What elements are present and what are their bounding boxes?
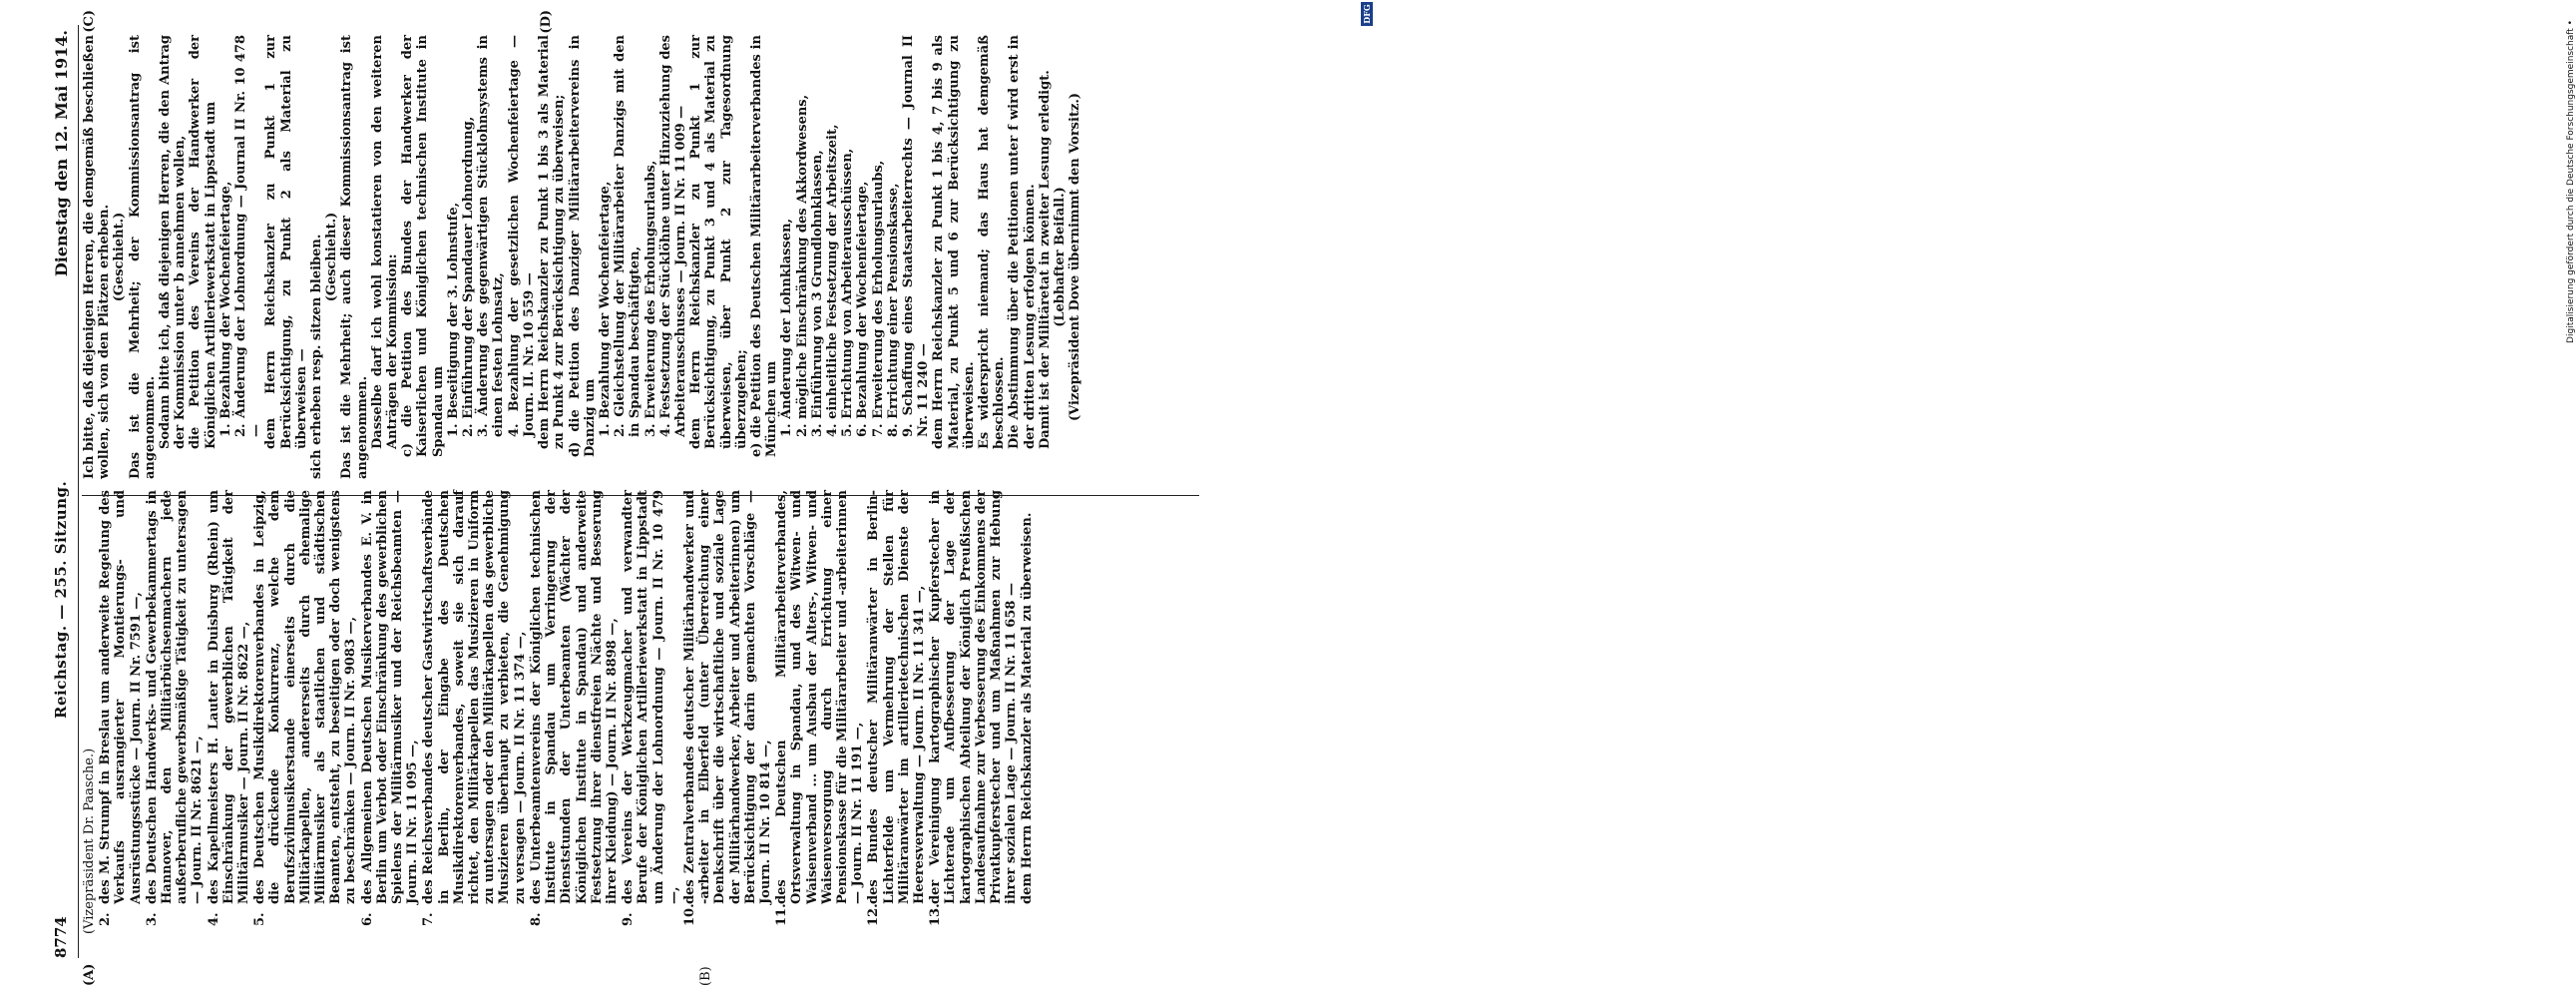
paragraph: Ich bitte, daß diejenigen Herren, die demgemäß beschließen wollen, sich von den Plätzen erheben. <box>82 35 113 479</box>
item-text: des Kapellmeisters H. Lauter in Duisburg (Rhein) um Einschränkung der gewerblichen Tätigkeit der Militärmusiker — Journ. II Nr. 8622 —, <box>206 490 252 904</box>
item-text: des Reichsverbandes deutscher Gastwirtschaftsverbände in Berlin, der Eingabe des Deutschen Musikdirektorenverbandes, soweit sie sich darauf richtet, den Militärkapellen das Musizieren in Uniform zu untersagen oder den Militärkapellen das gewerbliche Musizieren überhaupt zu verbieten, die Genehmigung zu versagen — Journ. II Nr. 11 374 —, <box>421 490 528 904</box>
left-column <box>82 490 1037 934</box>
dfg-logo: DFG <box>1361 2 1373 26</box>
right-column <box>82 35 1082 479</box>
item-text: des Deutschen Musikdirektorenverbandes in Leipzig, die drückende Konkurrenz, welche dem Berufszivilmusikerstande einerseits durch die Militärkapellen, andererseits durch ehemalige Militärmusiker als staatlichen und städtischen Beamten, entsteht, zu beseitigen oder doch wenigstens zu beschränken — Journ. II Nr. 9083 —, <box>252 490 359 904</box>
petition-e-head: e) die Petition des Deutschen Militärarbeiterverbandes in München um <box>748 35 780 457</box>
decision: dem Herrn Reichskanzler zu Punkt 1 zur Berücksichtigung, zu Punkt 3 und 4 als Material zu überweisen, über Punkt 2 zur Tagesordnung überzugehen; <box>688 35 749 449</box>
list-item: 1. Beseitigung der 3. Lohnstufe, <box>445 202 461 437</box>
margin-mark-c: (C) <box>82 10 97 33</box>
list-item: 6. Bezahlung der Wochenfeiertage, <box>855 181 871 437</box>
list-item: 2. mögliche Einschränkung des Akkordwesens, <box>794 94 810 437</box>
list-item: 2. Gleichstellung der Militärarbeiter Danzigs mit den in Spandau beschäftigten, <box>613 35 644 437</box>
list-item: 1. Bezahlung der Wochenfeiertage, <box>597 181 613 437</box>
paragraph: Das ist die Mehrheit; auch dieser Kommissionsantrag ist angenommen. <box>339 35 370 479</box>
petition-item <box>145 490 206 934</box>
item-number: 7. <box>421 912 437 926</box>
list-item: 3. Änderung des gegenwärtigen Stücklohnsystems in einen festen Lohnsatz, <box>476 35 507 437</box>
item-number: 8. <box>528 912 544 926</box>
list-item: 5. Errichtung von Arbeiterausschüssen, <box>840 148 856 437</box>
item-text: des Deutschen Handwerks- und Gewerbekammertags in Hannover, den Militärbüchsenmachern jede außerberufliche gewerbsmäßige Tätigkeit zu untersagen — Journ. II Nr. 8621 —, <box>144 490 206 904</box>
petition-item <box>866 490 927 934</box>
item-number: 4. <box>206 912 221 926</box>
paragraph: Damit ist der Militäretat in zweiter Lesung erledigt. <box>1037 70 1053 449</box>
margin-mark-a: (A) <box>82 963 97 986</box>
item-number: 2. <box>98 912 114 926</box>
petition-item <box>421 490 527 934</box>
item-text: des Unterbeamtenvereins der Königlichen technischen Institute in Spandau um Verringerung der Dienststunden der Unterbeamten (Wächter der Königlichen Institute in Spandau) und anderweite Festsetzung ihrer dienstfreien Nächte und Besserung ihrer Kleidung) — Journ. II Nr. 8898 —, <box>528 490 620 904</box>
petition-item <box>529 490 620 934</box>
paragraph: sich erheben resp. sitzen bleiben. <box>309 234 325 479</box>
item-text: der Vereinigung kartographischer Kupferstecher in Lichterade um Aufbesserung der Lage der kartographischen Abteilung der Königlich Preußischen Landesaufnahme zur Verbesserung des Einkommens der Privatkupferstecher und um Maßnahmen zur Hebung ihrer sozialen Lage — Journ. II Nr. 11 658 — <box>928 490 1020 904</box>
header-rule <box>78 25 79 958</box>
petition-item <box>98 490 144 934</box>
paragraph: Dasselbe darf ich wohl konstatieren von den weiteren Anträgen der Kommission: <box>369 35 401 449</box>
paragraph: (Geschieht.) <box>112 212 128 302</box>
list-item: 2. Einführung der Spandauer Lohnordnung, <box>461 116 477 437</box>
item-number: 10. <box>681 903 697 926</box>
item-text: des Bundes deutscher Militäranwärter in Berlin-Lichterfelde um Vermehrung der Stellen für Militäranwärter im artillerietechnischen Dienste der Heeresverwaltung — Journ. II Nr. 11 341 —, <box>866 490 927 904</box>
petition-item <box>621 490 681 934</box>
item-text: des Deutschen Militärarbeiterverbandes, Ortsverwaltung in Spandau, und des Witwen- und Waisenverband ... um Ausbau der Alters-, Witwen- und Waisenversorgung durch Errichtung einer Pensionskasse für die Militärarbeiter und -arbeiterinnen — Journ. II Nr. 11 191 —, <box>774 490 866 904</box>
item-number: 6. <box>359 912 375 926</box>
list-item: 4. Bezahlung der gesetzlichen Wochenfeiertage — Journ. II. Nr. 10 559 — <box>506 35 537 437</box>
list-item: 4. Festsetzung der Stücklöhne unter Hinzuziehung des Arbeiterausschusses — Journ. II Nr. 11 009 — <box>657 35 688 437</box>
list-item: 9. Schaffung eines Staatsarbeiterrechts — Journal II Nr. 11 240 — <box>900 35 932 437</box>
paragraph: Die Abstimmung über die Petitionen unter f wird erst in der dritten Lesung erfolgen können. <box>1007 35 1038 449</box>
header-center: Reichstag. — 255. Sitzung. <box>52 480 70 719</box>
margin-mark-b: (B) <box>698 966 713 986</box>
item-text: des M. Strumpf in Breslau um anderweite Regelung des Verkaufs ausrangierter Montierungs- und Ausrüstungsstücke — Journ. II Nr. 7591 —, <box>98 490 144 904</box>
decision: dem Herrn Reichskanzler zu Punkt 1 bis 3 als Material zu Punkt 4 zur Berücksichtigung zu überweisen; <box>537 35 568 449</box>
item-text: des Vereins der Werkzeugmacher und verwandter Berufe der Königlichen Artilleriewerkstatt in Lippstadt um Änderung der Lohnordnung — Journ. II Nr. 10 479 —, <box>621 490 681 904</box>
item-number: 12. <box>866 903 882 926</box>
petition-item <box>252 490 358 934</box>
paragraph: Das ist die Mehrheit; der Kommissionsantrag ist angenommen. <box>127 35 158 479</box>
petition-list <box>98 490 1035 934</box>
petition-item <box>774 490 865 934</box>
page-header <box>52 30 74 958</box>
list-item: 4. einheitliche Festsetzung der Arbeitszeit, <box>824 124 840 437</box>
page-number: 8774 <box>52 916 70 958</box>
list-item: 1. Bezahlung der Wochenfeiertage, <box>217 181 233 437</box>
item-text: dem Herrn Reichskanzler als Material zu überweisen. <box>1020 512 1036 904</box>
paragraph: (Lebhafter Beifall.) <box>1053 187 1068 327</box>
paragraph: (Geschieht.) <box>324 212 340 302</box>
item-number: 9. <box>621 912 637 926</box>
speaker-note: (Vizepräsident Dr. Paasche.) <box>82 748 97 934</box>
header-date: Dienstag den 12. Mai 1914. <box>52 30 71 277</box>
petition-c-head: c) die Petition des Bundes der Handwerker der Kaiserlichen und Königlichen technischen Institute in Spandau um <box>400 35 446 457</box>
petition-item <box>207 490 252 934</box>
list-item: 2. Änderung der Lohnordnung — Journal II Nr. 10 478 — <box>233 35 264 437</box>
paragraph: Es widerspricht niemand; das Haus hat demgemäß beschlossen. <box>976 35 1008 449</box>
list-item: 8. Errichtung einer Pensionskasse, <box>885 183 901 437</box>
petition-item <box>928 490 1019 934</box>
paragraph: (Vizepräsident Dove übernimmt den Vorsitz.) <box>1068 92 1083 422</box>
petition-d-head: d) die Petition des Danziger Militärarbeitervereins in Danzig um <box>567 35 598 457</box>
decision: dem Herrn Reichskanzler zu Punkt 1 zur Berücksichtigung, zu Punkt 2 als Material zu überweisen — <box>263 35 309 449</box>
petition-b-intro: die Petition des Vereins der Handwerker der Königlichen Artilleriewerkstatt in Lippstadt um <box>188 35 218 449</box>
digitization-note: Digitalisierung gefördert durch die Deutsche Forschungsgemeinschaft • <box>2566 20 2576 343</box>
item-number: 3. <box>144 912 160 926</box>
column-divider <box>82 495 1199 496</box>
paragraph: Sodann bitte ich, daß diejenigen Herren, die den Antrag der Kommission unter b annehmen wollen, <box>158 35 189 449</box>
list-item: 3. Erweiterung des Erholungsurlaubs, <box>643 160 658 437</box>
list-item: 7. Erweiterung des Erholungsurlaubs, <box>870 160 886 437</box>
list-item: 1. Änderung der Lohnklassen, <box>779 218 795 437</box>
margin-mark-d: (D) <box>539 10 554 34</box>
petition-item <box>360 490 421 934</box>
item-text: des Zentralverbandes deutscher Militärhandwerker und -arbeiter in Elberfeld (unter Überreichung einer Denkschrift über die wirtschaftliche und soziale Lage der Militärhandwerker, Arbeiter und Arbeiterinnen) um Berücksichtigung der darin gemachten Vorschläge — Journ. II Nr. 10 814 —, <box>681 490 773 904</box>
item-number: 13. <box>928 903 944 926</box>
petition-item <box>682 490 773 934</box>
petition-item <box>1020 490 1035 934</box>
decision: dem Herrn Reichskanzler zu Punkt 1 bis 4, 7 bis 9 als Material, zu Punkt 5 und 6 zur Berücksichtigung zu überweisen. <box>931 35 977 449</box>
item-number: 5. <box>252 912 268 926</box>
item-number: 11. <box>774 903 790 926</box>
list-item: 3. Einführung von 3 Grundlohnklassen, <box>809 150 825 437</box>
item-text: des Allgemeinen Deutschen Musikerverbandes E. V. in Berlin um Verbot oder Einschränkung des gewerblichen Spielens der Militärmusiker und der Reichsbeamten — Journ. II Nr. 11 095 —, <box>359 490 421 904</box>
